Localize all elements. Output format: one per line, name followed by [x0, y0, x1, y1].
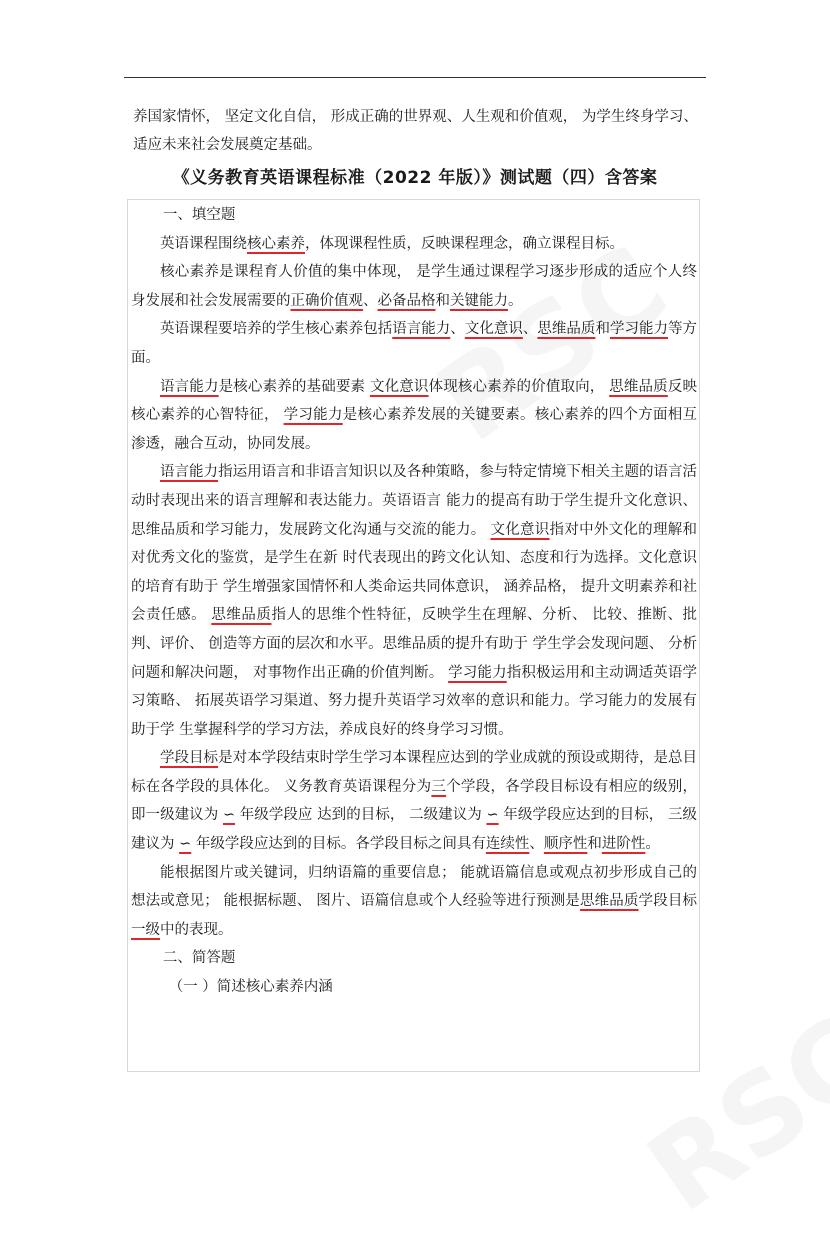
answer: 核心素养 [247, 235, 305, 252]
document-title [0, 164, 830, 192]
paragraph-2: 核心素养是课程育人价值的集中体现， 是学生通过课程学习逐步形成的适应个人终身发展和社会发展需要的正确价值观、必备品格和关键能力。 [131, 264, 697, 309]
answer: 思维品质 [579, 893, 639, 910]
paragraph-5: 语言能力指运用语言和非语言知识以及各种策略，参与特定情境下相关主题的语言活动时表现出来的语言理解和表达能力。英语语言 能力的提高有助于学生提升文化意识、思维品质和学习能力，发展跨文化沟通与交流的能力。 文化意识指对中外文化的理解和对优秀文化的鉴赏，是学生在新 时代表现出的跨文化认知、态度和行为选择。文化意识的培育有助于 学生增强家国情怀和人类命运共同体意识， 涵养品格， 提升文明素养和社会责任感。 思维品质指人的思维个性特征，反映学生在理解、分析、 比较、推断、批判、评价、 创造等方面的层次和水平。思维品质的提升有助于 学生学会发现问题、 分析问题和解决问题， 对事物作出正确的价值判断。 学习能力指积极运用和主动调适英语学习策略、 拓展英语学习渠道、努力提升英语学习效率的意识和能力。学习能力的发展有助于学 生掌握科学的学习方法，养成良好的终身学习习惯。 [131, 464, 698, 738]
answer: 文化意识 [490, 521, 550, 538]
answer: 关键能力 [450, 292, 508, 309]
answer-blank: ∽ [179, 836, 192, 853]
answer: 学习能力 [448, 664, 507, 681]
answer: 正确价值观 [290, 292, 363, 309]
answer: 思维品质 [211, 607, 272, 624]
paragraph-7: 能根据图片或关键词，归纳语篇的重要信息； 能就语篇信息或观点初步形成自己的想法或意见； 能根据标题、 图片、语篇信息或个人经验等进行预测是思维品质学段目标一级中的表现。 [131, 864, 698, 938]
header-rule [124, 77, 706, 78]
answer: 思维品质 [609, 378, 668, 395]
answer: 学习能力 [609, 321, 669, 338]
answer: 三 [431, 778, 447, 795]
section-heading: 二、简答题 [162, 950, 236, 967]
section-heading: 一、填空题 [162, 207, 236, 223]
answer: 文化意识 [369, 378, 429, 395]
document-body [131, 201, 697, 1002]
answer: 语言能力 [392, 321, 451, 338]
paragraph-1: 英语课程围绕核心素养，体现课程性质，反映课程理念，确立课程目标。 [160, 235, 624, 252]
answer-blank: ∽ [486, 807, 499, 824]
answer: 学习能力 [283, 407, 343, 424]
paragraph-6: 学段目标是对本学段结束时学生学习本课程应达到的学业成就的预设或期待，是总目标在各学段的具体化。 义务教育英语课程分为三个学段，各学段目标设有相应的级别，即一级建议为 ∽ 年级学段应 达到的目标， 二级建议为 ∽ 年级学段应达到的目标， 三级建议为 ∽ 年级学段应达到的目标。各学段目标之间具有连续性、顺序性和进阶性。 [131, 750, 698, 853]
answer: 连续性 [485, 836, 530, 853]
answer: 必备品格 [377, 292, 436, 309]
title-part1: 《义务教育英语课程标准（ [172, 168, 383, 188]
paragraph-4: 语言能力是核心素养的基础要素 文化意识体现核心素养的价值取向， 思维品质反映核心素养的心智特征， 学习能力是核心素养发展的关键要素。核心素养的四个方面相互渗透，融合互动，协同发展。 [131, 378, 698, 452]
title-year: 2022 [382, 168, 432, 188]
answer: 语言能力 [160, 464, 219, 481]
intro-paragraph: 养国家情怀， 坚定文化自信， 形成正确的世界观、人生观和价值观， 为学生终身学习、适应未来社会发展奠定基础。 [133, 109, 698, 153]
answer: 文化意识 [464, 321, 523, 338]
answer: 进阶性 [601, 836, 646, 853]
answer: 顺序性 [543, 836, 588, 853]
answer: 学段目标 [160, 750, 219, 767]
answer: 语言能力 [160, 378, 219, 395]
answer-blank: ∽ [222, 807, 236, 824]
paragraph-3: 英语课程要培养的学生核心素养包括语言能力、文化意识、思维品质和学习能力等方面。 [131, 321, 698, 366]
question-heading: （一 ）简述核心素养内涵 [168, 979, 333, 996]
answer: 思维品质 [537, 321, 596, 338]
title-part2: 年版）》测试题（四）含答案 [438, 168, 658, 188]
answer: 一级 [131, 921, 160, 938]
